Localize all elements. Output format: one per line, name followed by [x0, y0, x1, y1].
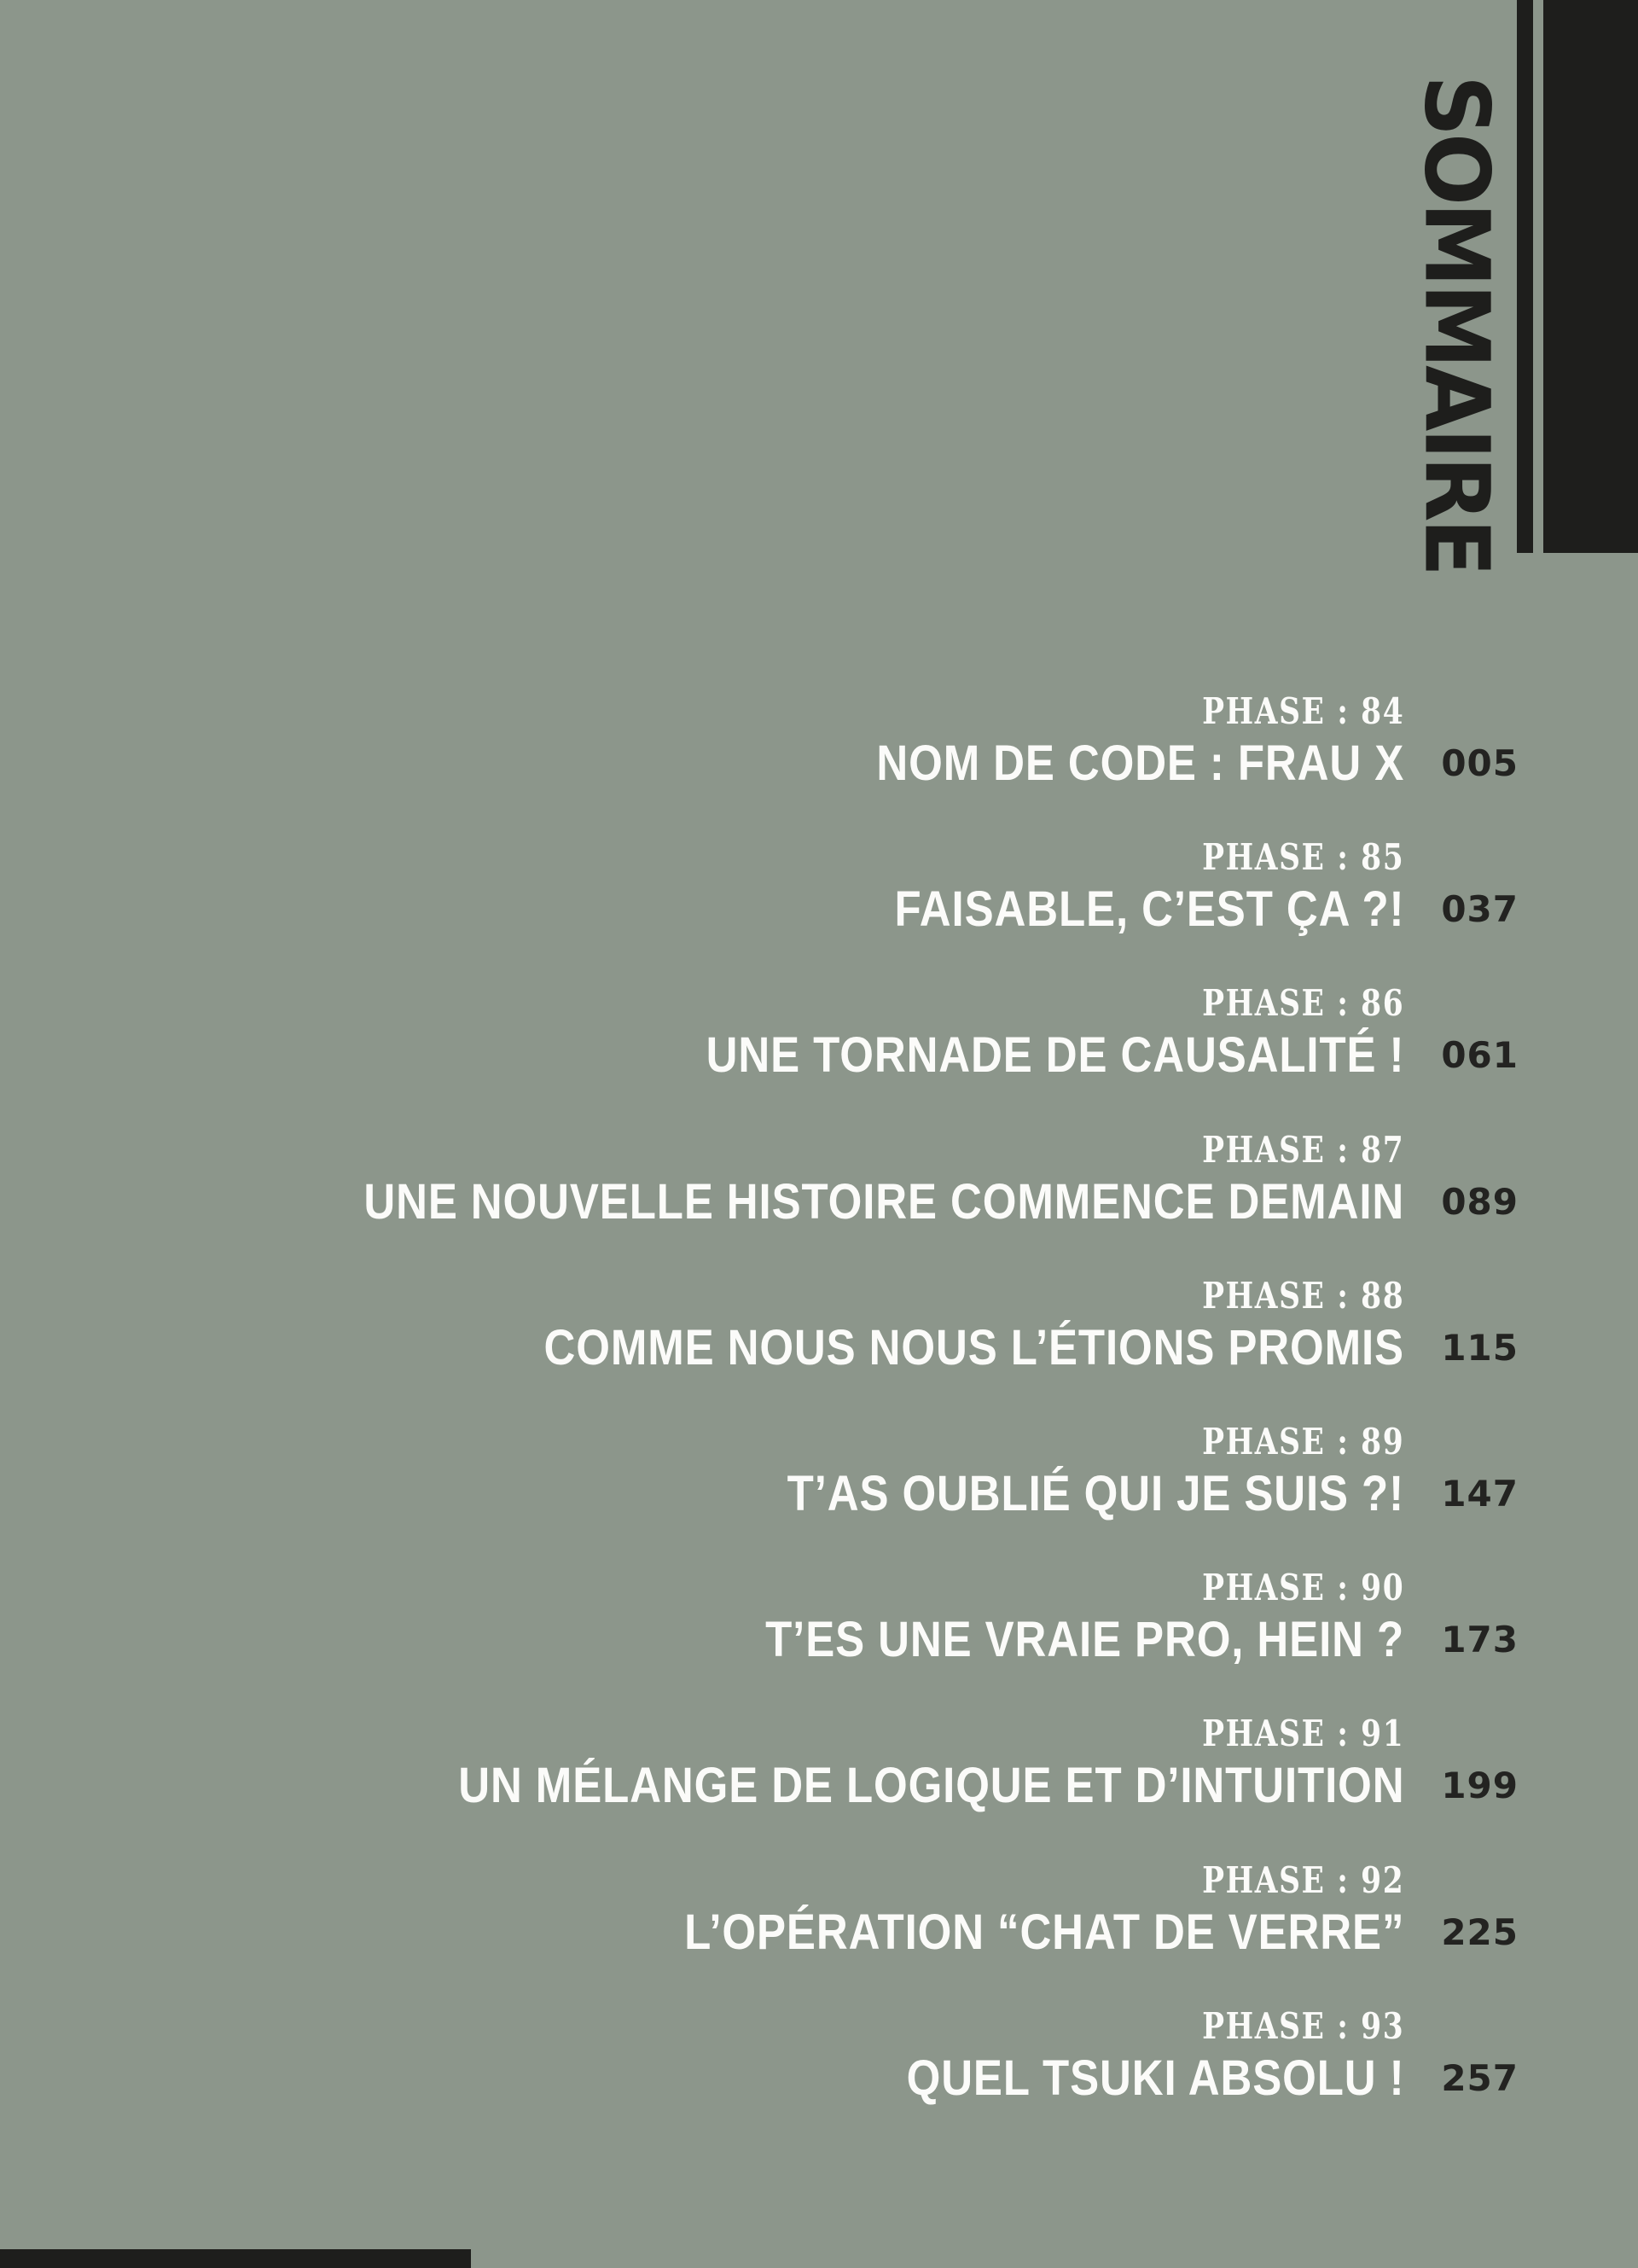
footer-accent-bar [0, 2249, 471, 2268]
chapter-title: NOM DE CODE : FRAU X [876, 736, 1404, 791]
page-number: 257 [1441, 2057, 1519, 2099]
phase-label: PHASE : 90 [1201, 1567, 1404, 1608]
phase-label: PHASE : 88 [1201, 1275, 1404, 1317]
phase-label: PHASE : 89 [1201, 1421, 1404, 1463]
title-row [222, 1614, 1519, 1666]
phase-label: PHASE : 84 [1201, 690, 1404, 732]
chapter-title: QUEL TSUKI ABSOLU ! [906, 2050, 1404, 2106]
toc-entry [222, 1569, 1519, 1666]
title-row [222, 1468, 1519, 1521]
toc-entry [222, 1423, 1519, 1521]
toc-entry [222, 836, 1519, 937]
title-row [222, 1759, 1519, 1812]
toc-entry [222, 982, 1519, 1083]
page-number: 199 [1441, 1765, 1519, 1806]
page-number: 147 [1441, 1473, 1519, 1515]
toc-entry [222, 1715, 1519, 1812]
title-row [222, 1029, 1519, 1082]
chapter-title: UN MÉLANGE DE LOGIQUE ET D’INTUITION [457, 1758, 1404, 1813]
toc-entry [222, 1859, 1519, 1960]
corner-accent-block [1543, 0, 1638, 553]
phase-label: PHASE : 91 [1201, 1713, 1404, 1754]
title-row [222, 883, 1519, 936]
title-row [222, 1906, 1519, 1959]
phase-label: PHASE : 93 [1201, 2005, 1404, 2047]
toc-entry [222, 2005, 1519, 2106]
chapter-title: UNE NOUVELLE HISTOIRE COMMENCE DEMAIN [363, 1174, 1405, 1230]
phase-label: PHASE : 87 [1201, 1129, 1404, 1171]
page-number: 173 [1441, 1619, 1519, 1660]
page-title: SOMMAIRE [1404, 75, 1508, 573]
corner-accent-rule [1517, 0, 1533, 553]
page-number: 115 [1441, 1327, 1519, 1369]
phase-label: PHASE : 92 [1201, 1859, 1404, 1901]
title-row [222, 1176, 1519, 1229]
title-row [222, 1322, 1519, 1375]
chapter-title: T’AS OUBLIÉ QUI JE SUIS ?! [787, 1466, 1404, 1521]
chapter-title: UNE TORNADE DE CAUSALITÉ ! [706, 1027, 1404, 1083]
phase-label: PHASE : 85 [1201, 836, 1404, 878]
phase-label: PHASE : 86 [1201, 982, 1404, 1024]
toc-list [222, 690, 1519, 2195]
chapter-title: COMME NOUS NOUS L’ÉTIONS PROMIS [543, 1320, 1404, 1375]
page-number: 225 [1441, 1911, 1519, 1953]
toc-entry [222, 690, 1519, 791]
title-row [222, 737, 1519, 790]
toc-entry [222, 1277, 1519, 1375]
title-row [222, 2052, 1519, 2105]
page-number: 037 [1441, 888, 1519, 930]
page-number: 061 [1441, 1034, 1519, 1076]
chapter-title: L’OPÉRATION “CHAT DE VERRE” [683, 1905, 1404, 1960]
toc-entry [222, 1131, 1519, 1229]
chapter-title: FAISABLE, C’EST ÇA ?! [894, 881, 1404, 937]
chapter-title: T’ES UNE VRAIE PRO, HEIN ? [765, 1612, 1404, 1667]
page-number: 089 [1441, 1181, 1519, 1223]
page-number: 005 [1441, 742, 1519, 784]
